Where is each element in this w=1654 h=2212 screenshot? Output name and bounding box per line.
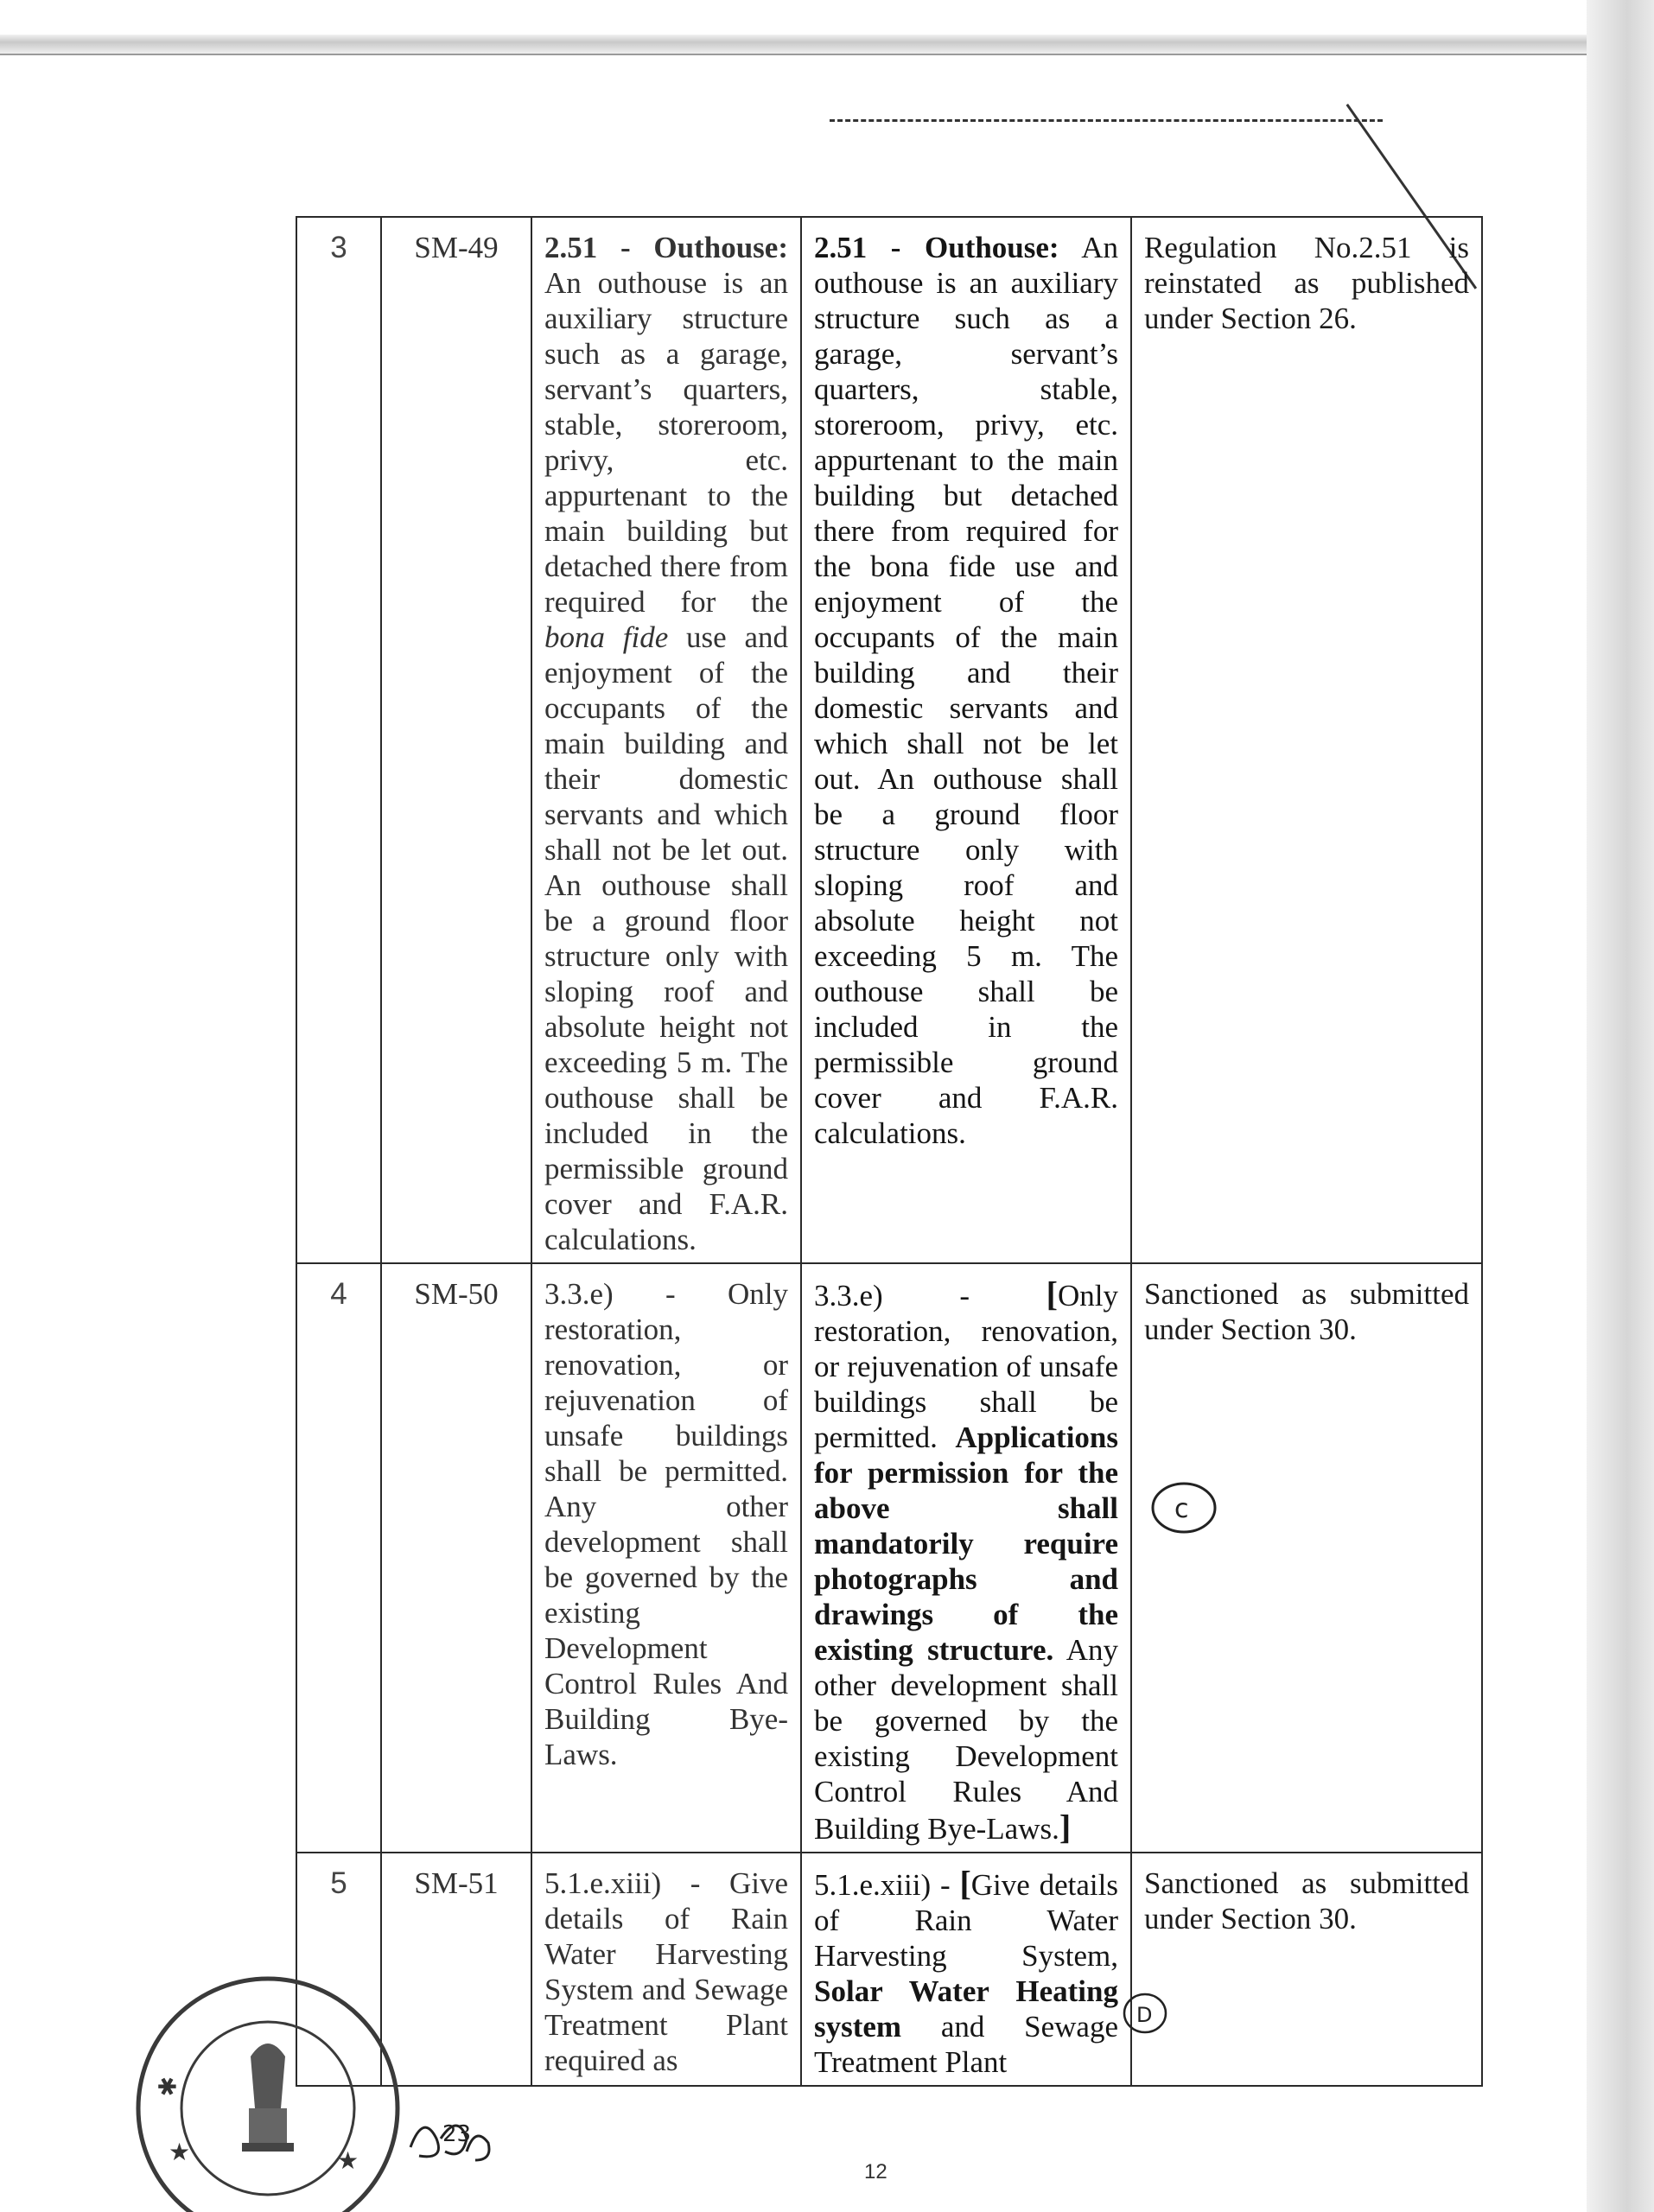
table-row (296, 217, 1482, 1263)
table-row (296, 1263, 1482, 1853)
page-edge-right (1587, 0, 1654, 2212)
remark: Regulation No.2.51 is reinstated as published under Section 26. (1131, 217, 1482, 1263)
text-segment: and Sewage Treatment Plant (814, 2010, 1118, 2079)
sanctioned-text (801, 1263, 1131, 1853)
published-text: 3.3.e) - Only restoration, renovation, or rejuvenation of unsafe buildings shall be permitted. Any other development shall be governed by the existing Development Control Rules And Building Bye-Laws. (531, 1263, 801, 1853)
text-segment: Give details of Rain Water Harvesting System, (814, 1868, 1118, 1973)
close-bracket: ] (1059, 1808, 1072, 1847)
annotation-letter-2: D (1136, 2003, 1153, 2027)
official-seal (121, 1961, 415, 2212)
text-segment: Only restoration, renovation, or rejuvenation of unsafe buildings shall be permitted. (814, 1279, 1118, 1454)
regulation-number: 5.1.e.xiii) - (814, 1868, 960, 1902)
svg-text:★: ★ (337, 2146, 359, 2175)
serial-number: 4 (296, 1263, 381, 1853)
serial-number: 3 (296, 217, 381, 1263)
text-segment: An outhouse is an auxiliary structure such as a garage, servant’s quarters, stable, storeroom, privy, etc. appurtenant to the main building but detached there from required for the bona fide use and enjoyment of the occupants of the main building and their domestic servants and which shall not be let out. An outhouse shall be a ground floor structure only with sloping roof and absolute height not exceeding 5 m. The outhouse shall be included in the permissible ground cover and F.A.R. calculations. (814, 231, 1118, 1150)
page-edge-top (0, 35, 1654, 55)
regulation-heading: 2.51 - Outhouse: (814, 231, 1059, 264)
added-text: Applications for permission for the above shall mandatorily require photographs and drawings of the existing structure. (814, 1421, 1118, 1667)
remark: Sanctioned as submitted under Section 30. (1131, 1263, 1482, 1853)
published-text (531, 217, 801, 1263)
open-bracket: [ (1046, 1274, 1058, 1313)
italic-term: bona fide (544, 620, 669, 654)
circled-annotation-2 (1119, 1987, 1171, 2039)
svg-text:★: ★ (169, 2138, 191, 2166)
page-number: 12 (864, 2160, 887, 2183)
annotation-letter: c (1174, 1494, 1189, 1524)
open-bracket: [ (959, 1864, 971, 1903)
dashed-rule (830, 119, 1383, 122)
regulation-number: 3.3.e) - (814, 1279, 1046, 1313)
text-segment: use and enjoyment of the occupants of the main building and their domestic servants and which shall not be let out. An outhouse shall be a ground floor structure only with sloping roof and absolute height not exceeding 5 m. The outhouse shall be included in the permissible ground cover and F.A.R. calculations. (544, 620, 788, 1256)
added-text: Solar Water Heating system (814, 1974, 1118, 2044)
svg-text:✱: ✱ (151, 2069, 184, 2105)
text-segment: Any other development shall be governed by the existing Development Control Rules And Building Bye-Laws. (814, 1633, 1118, 1846)
signature (406, 2108, 501, 2169)
sanctioned-text (801, 217, 1131, 1263)
regulations-table (296, 216, 1483, 2087)
published-text: 5.1.e.xiii) - Give details of Rain Water Harvesting System and Sewage Treatment Plant required as (531, 1853, 801, 2086)
text-segment: An outhouse is an auxiliary structure such as a garage, servant’s quarters, stable, storeroom, privy, etc. appurtenant to the main building but detached there from required for the (544, 266, 788, 619)
table-row (296, 1853, 1482, 2086)
modification-id: SM-51 (381, 1853, 531, 2086)
remark: Sanctioned as submitted under Section 30. (1131, 1853, 1482, 2086)
modification-id: SM-50 (381, 1263, 531, 1853)
signature-number: 23 (442, 2121, 472, 2147)
sanctioned-text (801, 1853, 1131, 2086)
serial-number: 5 (296, 1853, 381, 2086)
circled-annotation (1145, 1469, 1223, 1547)
regulation-heading: 2.51 - Outhouse: (544, 231, 788, 264)
modification-id: SM-49 (381, 217, 531, 1263)
